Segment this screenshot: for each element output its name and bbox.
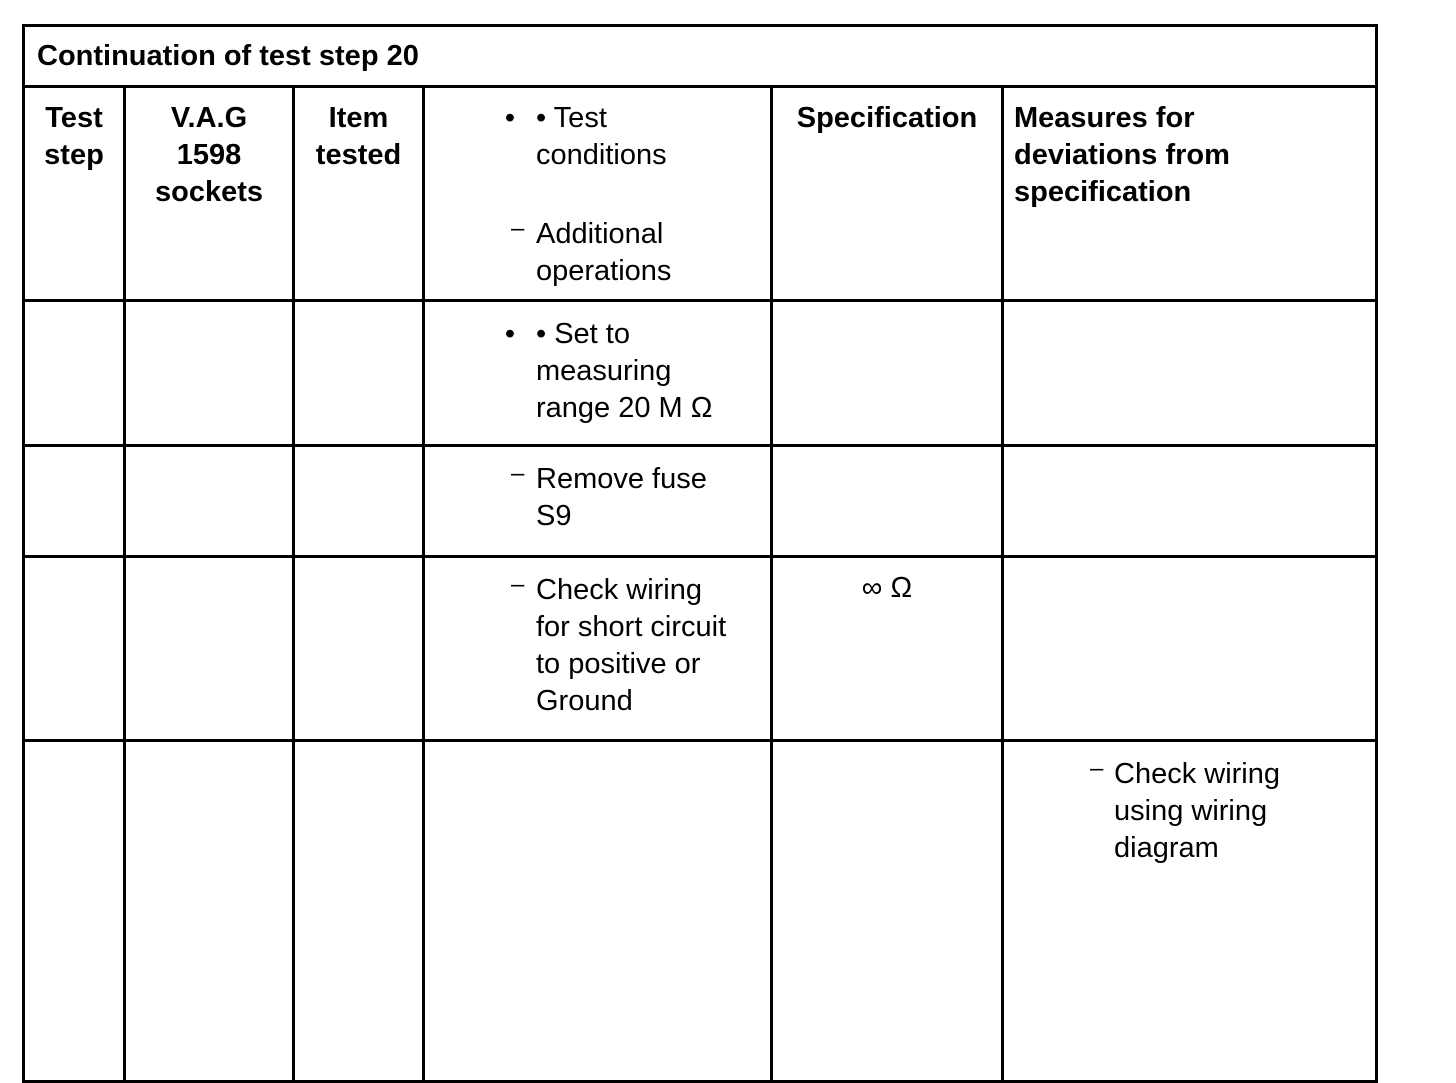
condition-entry: – Check wiring for short circuit to positive or Ground xyxy=(425,572,770,720)
cell-specification xyxy=(772,301,1003,446)
header-conditions-secondary: – Additional operations xyxy=(425,216,770,290)
dash-icon: – xyxy=(511,460,525,487)
cell-measures xyxy=(1003,301,1377,446)
cell-test-step xyxy=(24,741,125,1082)
table-title: Continuation of test step 20 xyxy=(24,26,1377,87)
cell-measures xyxy=(1003,741,1377,1082)
cell-condition xyxy=(424,301,772,446)
cell-condition xyxy=(424,446,772,557)
header-measures: Measures for deviations from specification xyxy=(1003,87,1377,301)
dash-icon: – xyxy=(511,571,525,598)
condition-entry: • • Set to measuring range 20 M Ω xyxy=(504,318,713,424)
dash-icon: – xyxy=(511,215,525,242)
bullet-icon: • xyxy=(504,318,516,350)
test-step-table xyxy=(22,24,1378,1083)
table-row xyxy=(24,557,1377,741)
header-row xyxy=(24,87,1377,301)
header-item-tested: Item tested xyxy=(294,87,424,301)
cell-item-tested xyxy=(294,741,424,1082)
cell-sockets xyxy=(125,557,294,741)
cell-item-tested xyxy=(294,557,424,741)
bullet-icon: • xyxy=(504,102,516,134)
cell-sockets xyxy=(125,741,294,1082)
dash-icon: – xyxy=(1090,755,1104,782)
table-row xyxy=(24,301,1377,446)
cell-measures xyxy=(1003,446,1377,557)
condition-entry: – Remove fuse S9 xyxy=(425,461,770,535)
header-sockets: V.A.G 1598 sockets xyxy=(125,87,294,301)
cell-specification: ∞ Ω xyxy=(772,557,1003,741)
cell-test-step xyxy=(24,301,125,446)
table-row xyxy=(24,741,1377,1082)
cell-specification xyxy=(772,741,1003,1082)
measure-entry: – Check wiring using wiring diagram xyxy=(1004,756,1375,867)
cell-sockets xyxy=(125,446,294,557)
cell-condition xyxy=(424,557,772,741)
cell-condition xyxy=(424,741,772,1082)
header-specification: Specification xyxy=(772,87,1003,301)
cell-specification xyxy=(772,446,1003,557)
header-conditions-primary: • • Test conditions xyxy=(504,102,667,171)
cell-test-step xyxy=(24,557,125,741)
cell-item-tested xyxy=(294,446,424,557)
cell-sockets xyxy=(125,301,294,446)
table-row xyxy=(24,446,1377,557)
header-test-step: Test step xyxy=(24,87,125,301)
cell-item-tested xyxy=(294,301,424,446)
cell-test-step xyxy=(24,446,125,557)
cell-measures xyxy=(1003,557,1377,741)
header-conditions xyxy=(424,87,772,301)
